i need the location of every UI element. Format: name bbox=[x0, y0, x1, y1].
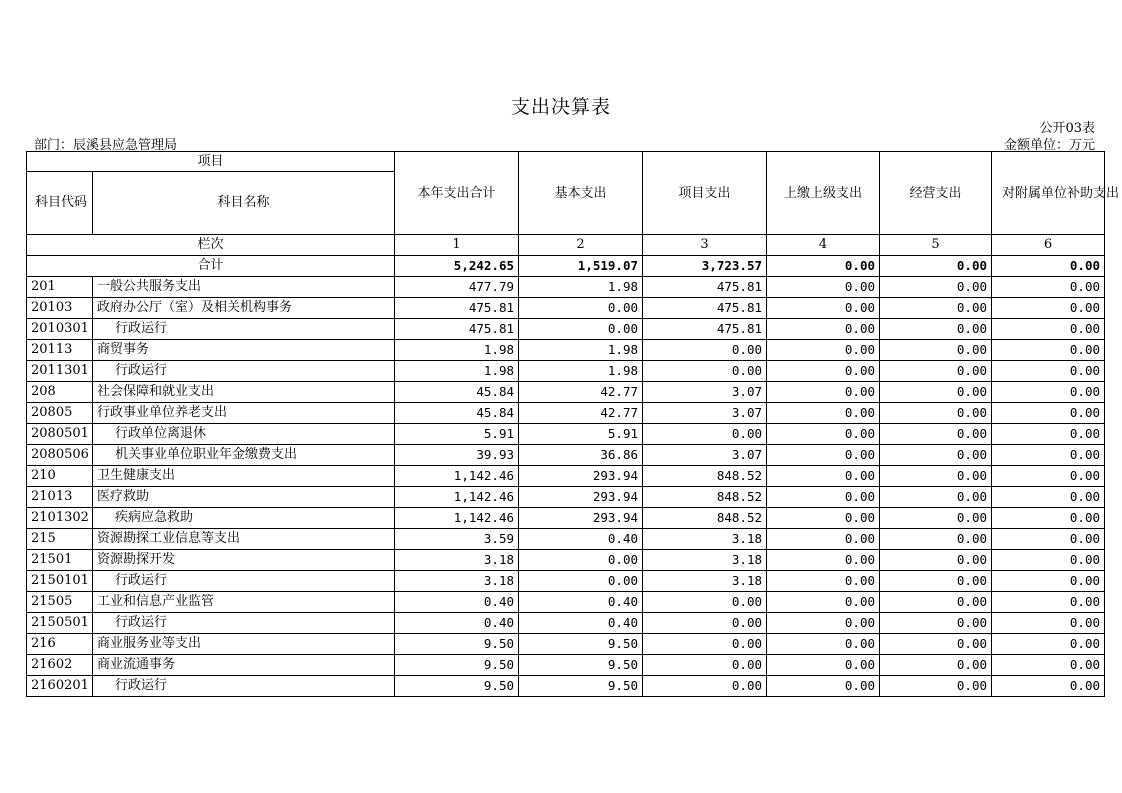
amount-cell: 0.00 bbox=[992, 340, 1105, 361]
amount-cell: 0.00 bbox=[992, 571, 1105, 592]
amount-cell: 0.00 bbox=[880, 613, 992, 634]
subject-code: 215 bbox=[27, 529, 93, 550]
column-number: 3 bbox=[643, 235, 767, 256]
table-row bbox=[27, 550, 1105, 571]
amount-cell: 0.00 bbox=[992, 382, 1105, 403]
table-row bbox=[27, 382, 1105, 403]
column-number: 6 bbox=[992, 235, 1105, 256]
amount-cell: 1.98 bbox=[519, 277, 643, 298]
amount-cell: 0.00 bbox=[880, 571, 992, 592]
header-code: 科目代码 bbox=[27, 172, 93, 235]
subject-name: 行政事业单位养老支出 bbox=[93, 403, 395, 424]
amount-cell: 1,142.46 bbox=[395, 466, 519, 487]
amount-cell: 0.00 bbox=[767, 655, 880, 676]
total-value: 0.00 bbox=[767, 256, 880, 277]
amount-cell: 3.18 bbox=[643, 571, 767, 592]
subject-code: 20103 bbox=[27, 298, 93, 319]
amount-cell: 1.98 bbox=[395, 361, 519, 382]
table-row bbox=[27, 508, 1105, 529]
amount-cell: 0.00 bbox=[767, 298, 880, 319]
form-number: 公开03表 bbox=[1039, 121, 1095, 136]
subject-code: 201 bbox=[27, 277, 93, 298]
amount-cell: 0.00 bbox=[992, 445, 1105, 466]
amount-cell: 0.00 bbox=[992, 655, 1105, 676]
amount-cell: 9.50 bbox=[395, 676, 519, 697]
amount-cell: 0.00 bbox=[767, 592, 880, 613]
amount-cell: 0.00 bbox=[767, 340, 880, 361]
amount-cell: 0.00 bbox=[643, 634, 767, 655]
amount-cell: 848.52 bbox=[643, 466, 767, 487]
amount-cell: 0.00 bbox=[880, 655, 992, 676]
amount-cell: 0.00 bbox=[880, 361, 992, 382]
table-row bbox=[27, 319, 1105, 340]
amount-cell: 0.00 bbox=[519, 571, 643, 592]
amount-cell: 0.00 bbox=[643, 424, 767, 445]
amount-cell: 0.00 bbox=[992, 550, 1105, 571]
amount-cell: 3.07 bbox=[643, 403, 767, 424]
amount-cell: 0.00 bbox=[880, 424, 992, 445]
amount-cell: 475.81 bbox=[643, 298, 767, 319]
amount-cell: 0.00 bbox=[992, 613, 1105, 634]
subject-name: 行政运行 bbox=[93, 319, 395, 340]
total-value: 3,723.57 bbox=[643, 256, 767, 277]
subject-name: 行政运行 bbox=[93, 361, 395, 382]
amount-cell: 0.00 bbox=[767, 382, 880, 403]
amount-cell: 0.00 bbox=[992, 676, 1105, 697]
subject-name: 行政运行 bbox=[93, 571, 395, 592]
amount-cell: 9.50 bbox=[519, 676, 643, 697]
subject-code: 2101302 bbox=[27, 508, 93, 529]
amount-cell: 0.00 bbox=[880, 592, 992, 613]
column-number: 1 bbox=[395, 235, 519, 256]
amount-cell: 848.52 bbox=[643, 487, 767, 508]
subject-code: 21013 bbox=[27, 487, 93, 508]
amount-cell: 42.77 bbox=[519, 382, 643, 403]
header-col-2: 基本支出 bbox=[519, 152, 643, 235]
subject-code: 2150501 bbox=[27, 613, 93, 634]
amount-cell: 0.00 bbox=[767, 277, 880, 298]
amount-cell: 5.91 bbox=[395, 424, 519, 445]
table-row bbox=[27, 592, 1105, 613]
amount-cell: 9.50 bbox=[395, 655, 519, 676]
amount-cell: 0.00 bbox=[992, 403, 1105, 424]
amount-cell: 0.00 bbox=[880, 403, 992, 424]
expenditure-table bbox=[26, 151, 1120, 697]
total-value: 1,519.07 bbox=[519, 256, 643, 277]
amount-cell: 0.00 bbox=[767, 550, 880, 571]
subject-code: 2080506 bbox=[27, 445, 93, 466]
subject-name: 疾病应急救助 bbox=[93, 508, 395, 529]
total-value: 0.00 bbox=[880, 256, 992, 277]
column-number-label: 栏次 bbox=[27, 235, 395, 256]
amount-cell: 475.81 bbox=[643, 319, 767, 340]
amount-cell: 3.18 bbox=[395, 571, 519, 592]
amount-cell: 0.00 bbox=[880, 445, 992, 466]
amount-cell: 36.86 bbox=[519, 445, 643, 466]
table-row bbox=[27, 445, 1105, 466]
amount-cell: 0.00 bbox=[519, 319, 643, 340]
page-title: 支出决算表 bbox=[510, 96, 611, 118]
subject-code: 20805 bbox=[27, 403, 93, 424]
amount-cell: 0.00 bbox=[767, 445, 880, 466]
subject-name: 行政运行 bbox=[93, 613, 395, 634]
amount-cell: 42.77 bbox=[519, 403, 643, 424]
amount-cell: 848.52 bbox=[643, 508, 767, 529]
amount-cell: 293.94 bbox=[519, 487, 643, 508]
amount-cell: 0.00 bbox=[880, 508, 992, 529]
column-number-row bbox=[27, 235, 1105, 256]
amount-cell: 0.00 bbox=[767, 634, 880, 655]
amount-cell: 0.00 bbox=[992, 361, 1105, 382]
header-col-5: 经营支出 bbox=[880, 152, 992, 235]
amount-cell: 0.00 bbox=[880, 466, 992, 487]
amount-cell: 0.00 bbox=[880, 382, 992, 403]
header-col-1: 本年支出合计 bbox=[395, 152, 519, 235]
amount-cell: 0.40 bbox=[519, 592, 643, 613]
subject-code: 2011301 bbox=[27, 361, 93, 382]
amount-cell: 0.00 bbox=[880, 487, 992, 508]
subject-name: 行政运行 bbox=[93, 676, 395, 697]
table-row bbox=[27, 634, 1105, 655]
total-row bbox=[27, 256, 1105, 277]
header-name: 科目名称 bbox=[93, 172, 395, 235]
subject-code: 21602 bbox=[27, 655, 93, 676]
subject-name: 政府办公厅（室）及相关机构事务 bbox=[93, 298, 395, 319]
table-row bbox=[27, 466, 1105, 487]
amount-cell: 0.00 bbox=[519, 298, 643, 319]
table-row bbox=[27, 487, 1105, 508]
subject-name: 医疗救助 bbox=[93, 487, 395, 508]
subject-code: 20113 bbox=[27, 340, 93, 361]
amount-cell: 0.00 bbox=[880, 550, 992, 571]
table-row bbox=[27, 277, 1105, 298]
amount-cell: 5.91 bbox=[519, 424, 643, 445]
subject-code: 2080501 bbox=[27, 424, 93, 445]
amount-cell: 0.00 bbox=[519, 550, 643, 571]
amount-cell: 0.00 bbox=[992, 424, 1105, 445]
subject-name: 社会保障和就业支出 bbox=[93, 382, 395, 403]
amount-cell: 0.00 bbox=[880, 319, 992, 340]
table-row bbox=[27, 403, 1105, 424]
amount-cell: 45.84 bbox=[395, 382, 519, 403]
amount-cell: 0.00 bbox=[992, 592, 1105, 613]
amount-cell: 1,142.46 bbox=[395, 487, 519, 508]
amount-cell: 0.00 bbox=[992, 319, 1105, 340]
amount-cell: 0.00 bbox=[643, 361, 767, 382]
subject-name: 商贸事务 bbox=[93, 340, 395, 361]
header-col-6: 对附属单位补助支出 bbox=[992, 152, 1105, 235]
amount-cell: 0.00 bbox=[643, 613, 767, 634]
amount-cell: 3.18 bbox=[643, 529, 767, 550]
subject-name: 一般公共服务支出 bbox=[93, 277, 395, 298]
amount-cell: 0.00 bbox=[992, 508, 1105, 529]
amount-cell: 1,142.46 bbox=[395, 508, 519, 529]
header-item: 项目 bbox=[27, 152, 395, 172]
subject-name: 卫生健康支出 bbox=[93, 466, 395, 487]
column-number: 5 bbox=[880, 235, 992, 256]
amount-cell: 3.07 bbox=[643, 382, 767, 403]
amount-cell: 0.00 bbox=[992, 529, 1105, 550]
amount-cell: 0.00 bbox=[643, 676, 767, 697]
subject-name: 资源勘探开发 bbox=[93, 550, 395, 571]
amount-cell: 0.00 bbox=[643, 592, 767, 613]
table-row bbox=[27, 676, 1105, 697]
amount-cell: 0.00 bbox=[880, 340, 992, 361]
subject-code: 21505 bbox=[27, 592, 93, 613]
amount-cell: 0.40 bbox=[395, 613, 519, 634]
amount-cell: 293.94 bbox=[519, 466, 643, 487]
amount-cell: 0.00 bbox=[767, 508, 880, 529]
subject-name: 行政单位离退休 bbox=[93, 424, 395, 445]
subject-name: 资源勘探工业信息等支出 bbox=[93, 529, 395, 550]
amount-cell: 475.81 bbox=[395, 298, 519, 319]
amount-cell: 0.00 bbox=[767, 466, 880, 487]
table-row bbox=[27, 424, 1105, 445]
amount-cell: 0.00 bbox=[992, 634, 1105, 655]
table-row bbox=[27, 340, 1105, 361]
amount-cell: 0.00 bbox=[767, 613, 880, 634]
total-value: 0.00 bbox=[992, 256, 1105, 277]
subject-name: 商业流通事务 bbox=[93, 655, 395, 676]
amount-cell: 293.94 bbox=[519, 508, 643, 529]
subject-name: 机关事业单位职业年金缴费支出 bbox=[93, 445, 395, 466]
amount-cell: 3.18 bbox=[643, 550, 767, 571]
table-row bbox=[27, 298, 1105, 319]
amount-cell: 0.00 bbox=[767, 361, 880, 382]
amount-cell: 0.40 bbox=[519, 613, 643, 634]
amount-cell: 0.00 bbox=[880, 634, 992, 655]
department-label: 部门：辰溪县应急管理局 bbox=[34, 138, 178, 153]
amount-cell: 0.00 bbox=[767, 319, 880, 340]
subject-code: 2150101 bbox=[27, 571, 93, 592]
amount-cell: 1.98 bbox=[395, 340, 519, 361]
header-col-3: 项目支出 bbox=[643, 152, 767, 235]
header-row-item bbox=[27, 152, 1105, 172]
amount-cell: 3.18 bbox=[395, 550, 519, 571]
amount-cell: 9.50 bbox=[519, 634, 643, 655]
amount-cell: 0.00 bbox=[880, 277, 992, 298]
table-row bbox=[27, 529, 1105, 550]
subject-code: 210 bbox=[27, 466, 93, 487]
subject-code: 2160201 bbox=[27, 676, 93, 697]
amount-cell: 0.00 bbox=[767, 529, 880, 550]
amount-cell: 0.00 bbox=[992, 277, 1105, 298]
subject-code: 216 bbox=[27, 634, 93, 655]
amount-cell: 0.00 bbox=[767, 424, 880, 445]
amount-cell: 0.00 bbox=[767, 676, 880, 697]
amount-cell: 0.40 bbox=[519, 529, 643, 550]
amount-cell: 0.00 bbox=[992, 466, 1105, 487]
table-row bbox=[27, 571, 1105, 592]
amount-cell: 0.00 bbox=[992, 487, 1105, 508]
amount-cell: 3.07 bbox=[643, 445, 767, 466]
amount-cell: 477.79 bbox=[395, 277, 519, 298]
amount-cell: 0.40 bbox=[395, 592, 519, 613]
amount-cell: 0.00 bbox=[643, 655, 767, 676]
amount-cell: 1.98 bbox=[519, 340, 643, 361]
column-number: 4 bbox=[767, 235, 880, 256]
amount-cell: 0.00 bbox=[880, 676, 992, 697]
amount-cell: 0.00 bbox=[767, 403, 880, 424]
subject-code: 2010301 bbox=[27, 319, 93, 340]
unit-label: 金额单位：万元 bbox=[1003, 138, 1095, 153]
total-label: 合计 bbox=[27, 256, 395, 277]
amount-cell: 45.84 bbox=[395, 403, 519, 424]
amount-cell: 1.98 bbox=[519, 361, 643, 382]
column-number: 2 bbox=[519, 235, 643, 256]
header-col-4: 上缴上级支出 bbox=[767, 152, 880, 235]
amount-cell: 475.81 bbox=[395, 319, 519, 340]
subject-code: 21501 bbox=[27, 550, 93, 571]
amount-cell: 0.00 bbox=[880, 529, 992, 550]
subject-code: 208 bbox=[27, 382, 93, 403]
amount-cell: 0.00 bbox=[643, 340, 767, 361]
amount-cell: 0.00 bbox=[992, 298, 1105, 319]
amount-cell: 39.93 bbox=[395, 445, 519, 466]
table-row bbox=[27, 361, 1105, 382]
total-value: 5,242.65 bbox=[395, 256, 519, 277]
amount-cell: 9.50 bbox=[395, 634, 519, 655]
amount-cell: 9.50 bbox=[519, 655, 643, 676]
subject-name: 商业服务业等支出 bbox=[93, 634, 395, 655]
amount-cell: 0.00 bbox=[767, 571, 880, 592]
amount-cell: 0.00 bbox=[880, 298, 992, 319]
amount-cell: 3.59 bbox=[395, 529, 519, 550]
amount-cell: 475.81 bbox=[643, 277, 767, 298]
table-row bbox=[27, 655, 1105, 676]
subject-name: 工业和信息产业监管 bbox=[93, 592, 395, 613]
table-row bbox=[27, 613, 1105, 634]
amount-cell: 0.00 bbox=[767, 487, 880, 508]
